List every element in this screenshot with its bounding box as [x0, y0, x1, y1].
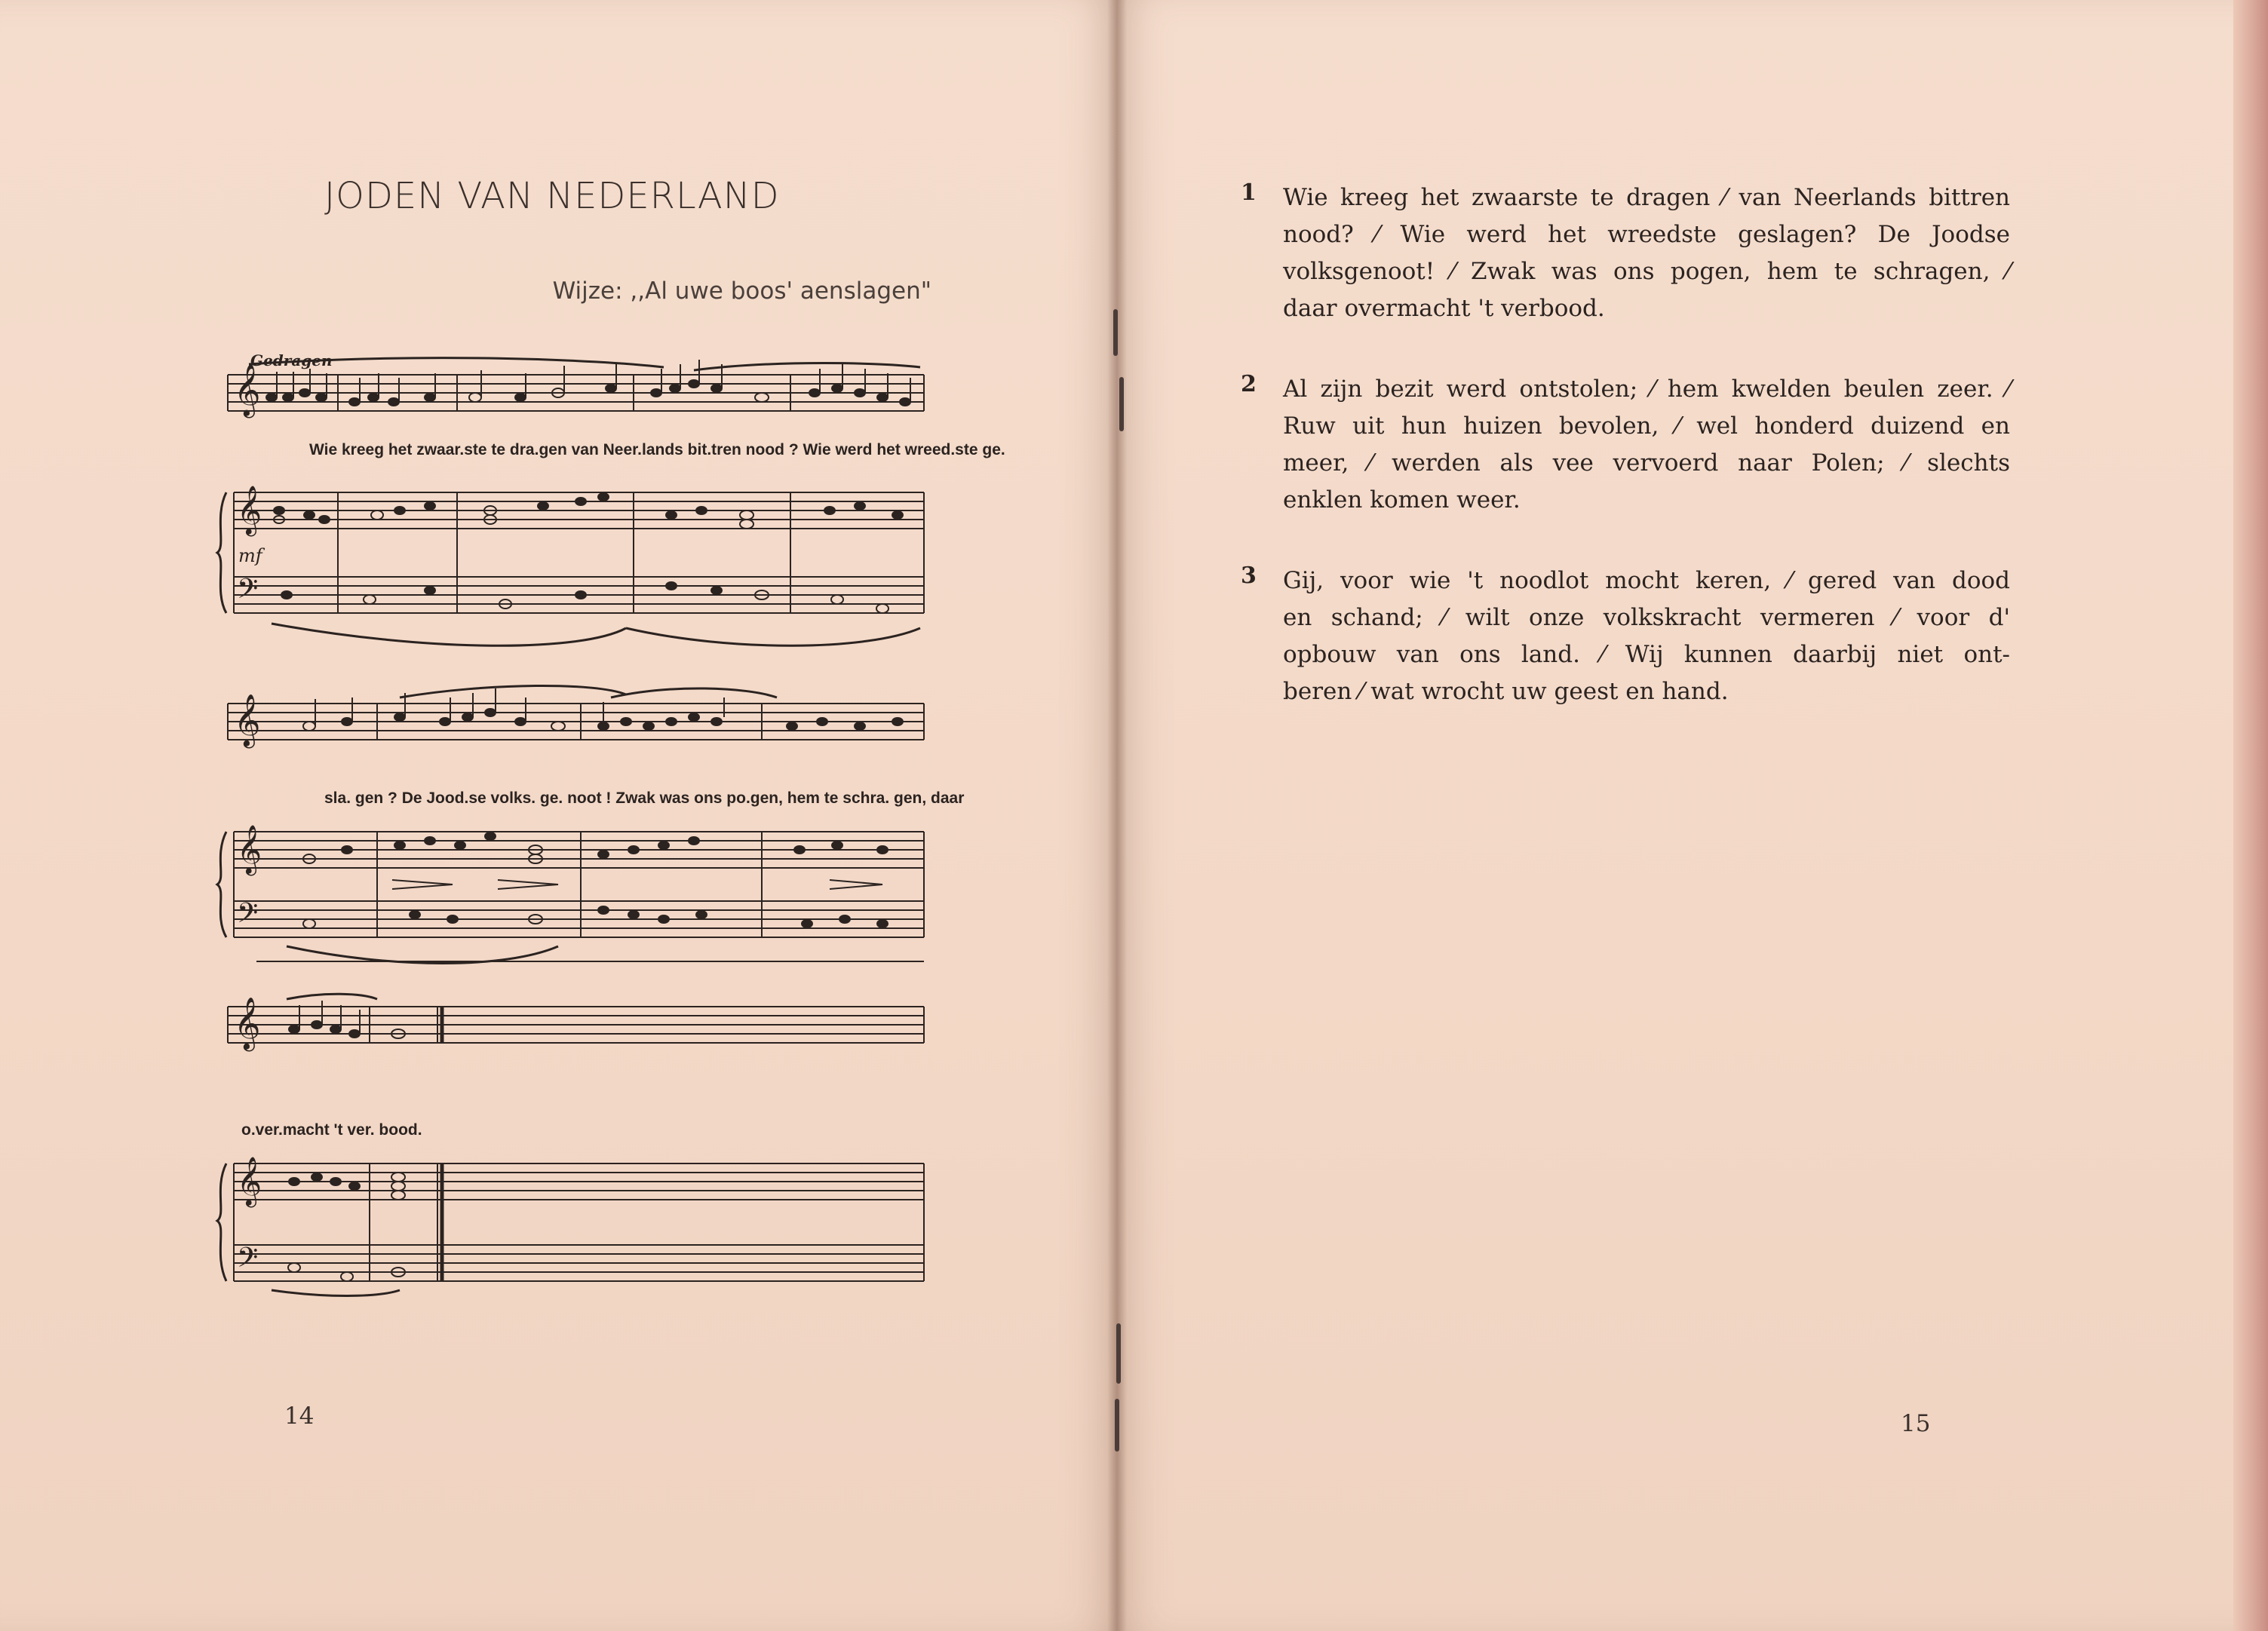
verse-number: 1 — [1241, 179, 1257, 206]
music-system-1 — [217, 351, 1005, 645]
verse-line: opbouw van ons land. ⁄ Wij kunnen daarbij niet ont- — [1283, 641, 2010, 668]
page-number-right: 15 — [1901, 1410, 1931, 1437]
svg-text:𝄞: 𝄞 — [234, 997, 261, 1050]
verse-list — [1241, 179, 2010, 754]
verse-line: Gij, voor wie 't noodlot mocht keren, ⁄ gered van dood — [1283, 567, 2010, 594]
page-edge — [2233, 0, 2268, 1631]
svg-text:𝄞: 𝄞 — [237, 1157, 262, 1206]
verse-number: 2 — [1241, 371, 1257, 397]
verse-line: en schand; ⁄ wilt onze volkskracht vermeren ⁄ voor d' — [1283, 604, 2010, 631]
verse-line: meer, ⁄ werden als vee vervoerd naar Polen; ⁄ slechts — [1283, 449, 2010, 477]
svg-text:𝄞: 𝄞 — [234, 694, 261, 747]
lyrics-system-1: Wie kreeg het zwaar.ste te dra.gen van Neer.lands bit.tren nood ? Wie werd het wreed.ste ge. — [309, 441, 1005, 458]
music-system-3 — [217, 994, 924, 1295]
verse-line: nood? ⁄ Wie werd het wreedste geslagen? De Joodse — [1283, 221, 2010, 248]
staple-mark — [1116, 1323, 1121, 1384]
dynamic-marking: mf — [238, 545, 262, 566]
staple-mark — [1115, 1399, 1119, 1452]
svg-text:𝄞: 𝄞 — [234, 363, 261, 416]
svg-text:𝄢: 𝄢 — [237, 573, 259, 612]
svg-text:𝄞: 𝄞 — [237, 486, 262, 535]
verse-number: 3 — [1241, 563, 1257, 589]
verse-line: beren ⁄ wat wrocht uw geest en hand. — [1283, 678, 1729, 705]
lyrics-system-2: sla. gen ? De Jood.se volks. ge. noot ! Zwak was ons po.gen, hem te schra. gen, daar — [324, 789, 965, 807]
verse-1 — [1241, 179, 2010, 327]
verse-3 — [1241, 563, 2010, 710]
verse-line: daar overmacht 't verbood. — [1283, 295, 1605, 322]
right-page — [1116, 0, 2268, 1631]
music-system-2 — [217, 685, 964, 963]
book-gutter — [1107, 0, 1127, 1631]
svg-text:𝄢: 𝄢 — [237, 1242, 259, 1280]
tempo-marking: Gedragen — [250, 351, 333, 369]
verse-line: Ruw uit hun huizen bevolen, ⁄ wel honderd duizend en — [1283, 412, 2010, 440]
song-title: JODEN VAN NEDERLAND — [324, 175, 780, 217]
svg-text:𝄞: 𝄞 — [237, 825, 262, 874]
verse-2 — [1241, 371, 2010, 519]
verse-line: Wie kreeg het zwaarste te dragen ⁄ van Neerlands bittren — [1283, 184, 2010, 211]
sheet-music — [204, 343, 1005, 1323]
page-number-left: 14 — [284, 1403, 315, 1430]
left-page — [0, 0, 1116, 1631]
verse-line: volksgenoot! ⁄ Zwak was ons pogen, hem te schragen, ⁄ — [1283, 258, 2010, 285]
tune-indication: Wijze: ,,Al uwe boos' aenslagen" — [552, 277, 931, 305]
lyrics-system-3: o.ver.macht 't ver. bood. — [241, 1121, 422, 1139]
staple-mark — [1119, 377, 1124, 431]
svg-text:𝄢: 𝄢 — [237, 897, 259, 936]
verse-line: enklen komen weer. — [1283, 486, 1521, 514]
verse-line: Al zijn bezit werd ontstolen; ⁄ hem kwelden beulen zeer. ⁄ — [1283, 376, 2010, 403]
staple-mark — [1113, 309, 1118, 356]
